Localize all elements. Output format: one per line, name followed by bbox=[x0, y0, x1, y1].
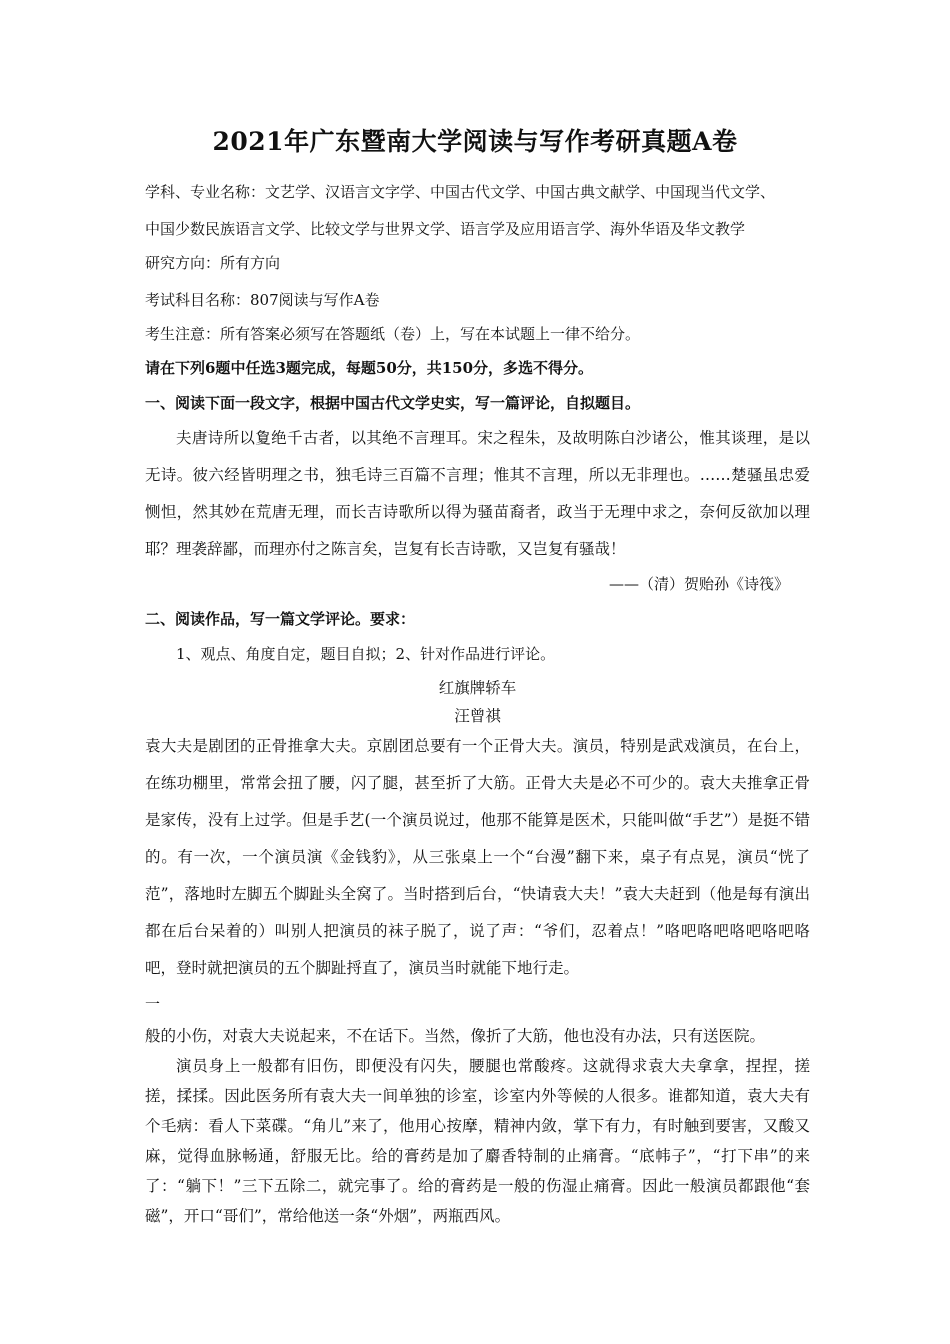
candidate-notice: 考生注意：所有答案必须写在答题纸（卷）上，写在本试题上一律不给分。 bbox=[145, 325, 641, 343]
work-line-break-dash: 一 bbox=[145, 995, 161, 1013]
exam-instruction: 请在下列6题中任选3题完成，每题50分，共150分，多选不得分。 bbox=[145, 359, 594, 377]
question-1-passage: 夫唐诗所以夐绝千古者，以其绝不言理耳。宋之程朱，及故明陈白沙诸公，惟其谈理，是以无诗。彼六经皆明理之书，独毛诗三百篇不言理；惟其不言理，所以无非理也。……楚骚虽忠爱恻怛，然其妙在荒唐无理，而长吉诗歌所以得为骚苗裔者，政当于无理中求之，奈何反欲加以理耶？理袭辞鄙，而理亦付之陈言矣，岂复有长吉诗歌，又岂复有骚哉！ bbox=[145, 429, 810, 558]
question-1-source: ——（清）贺贻孙《诗筏》 bbox=[609, 575, 790, 593]
question-2-title: 二、阅读作品，写一篇文学评论。要求： bbox=[145, 610, 416, 628]
subjects-line-2: 中国少数民族语言文学、比较文学与世界文学、语言学及应用语言学、海外华语及华文教学 bbox=[145, 220, 746, 238]
exam-subject-name: 考试科目名称：807阅读与写作A卷 bbox=[145, 291, 380, 309]
work-paragraph-3: 演员身上一般都有旧伤，即便没有闪失，腰腿也常酸疼。这就得求袁大夫拿拿，捏捏，搓搓，揉揉。因此医务所有袁大夫一间单独的诊室，诊室内外等候的人很多。谁都知道，袁大夫有个毛病：看人下菜碟。“角儿”来了，他用心按摩，精神内敛，掌下有力，有时触到要害，又酸又麻，觉得血脉畅通，舒服无比。给的膏药是加了麝香特制的止痛膏。“底帏子”，“打下串”的来了：“躺下！”三下五除二，就完事了。给的膏药是一般的伤湿止痛膏。因此一般演员都跟他“套磁”，开口“哥们”，常给他送一条“外烟”，两瓶西风。 bbox=[145, 1057, 810, 1225]
subjects-line-1: 学科、专业名称：文艺学、汉语言文字学、中国古代文学、中国古典文献学、中国现当代文学、 bbox=[145, 183, 776, 201]
work-title: 红旗牌轿车 bbox=[438, 679, 517, 697]
document-title: 2021年广东暨南大学阅读与写作考研真题A卷 bbox=[212, 127, 738, 156]
question-2-requirements: 1、观点、角度自定，题目自拟；2、针对作品进行评论。 bbox=[176, 645, 556, 663]
question-1-title: 一、阅读下面一段文字，根据中国古代文学史实，写一篇评论，自拟题目。 bbox=[145, 394, 641, 412]
work-paragraph-2: 般的小伤，对袁大夫说起来，不在话下。当然，像折了大筋，他也没有办法，只有送医院。 bbox=[145, 1027, 766, 1045]
work-author: 汪曾祺 bbox=[454, 707, 501, 725]
research-direction: 研究方向：所有方向 bbox=[145, 254, 281, 272]
work-paragraph-1: 袁大夫是剧团的正骨推拿大夫。京剧团总要有一个正骨大夫。演员，特别是武戏演员，在台上，在练功棚里，常常会扭了腰，闪了腿，甚至折了大筋。正骨大夫是必不可少的。袁大夫推拿正骨是家传，没有上过学。但是手艺(一个演员说过，他那不能算是医术，只能叫做“手艺”）是挺不错的。有一次，一个演员演《金钱豹》，从三张桌上一个“台漫”翻下来，桌子有点晃，演员“恍了范”，落地时左脚五个脚趾头全窝了。当时搭到后台，“快请袁大夫！”袁大夫赶到（他是每有演出都在后台呆着的）叫别人把演员的袜子脱了，说了声：“爷们，忍着点！”咯吧咯吧咯吧咯吧咯吧，登时就把演员的五个脚趾捋直了，演员当时就能下地行走。 bbox=[145, 737, 810, 977]
